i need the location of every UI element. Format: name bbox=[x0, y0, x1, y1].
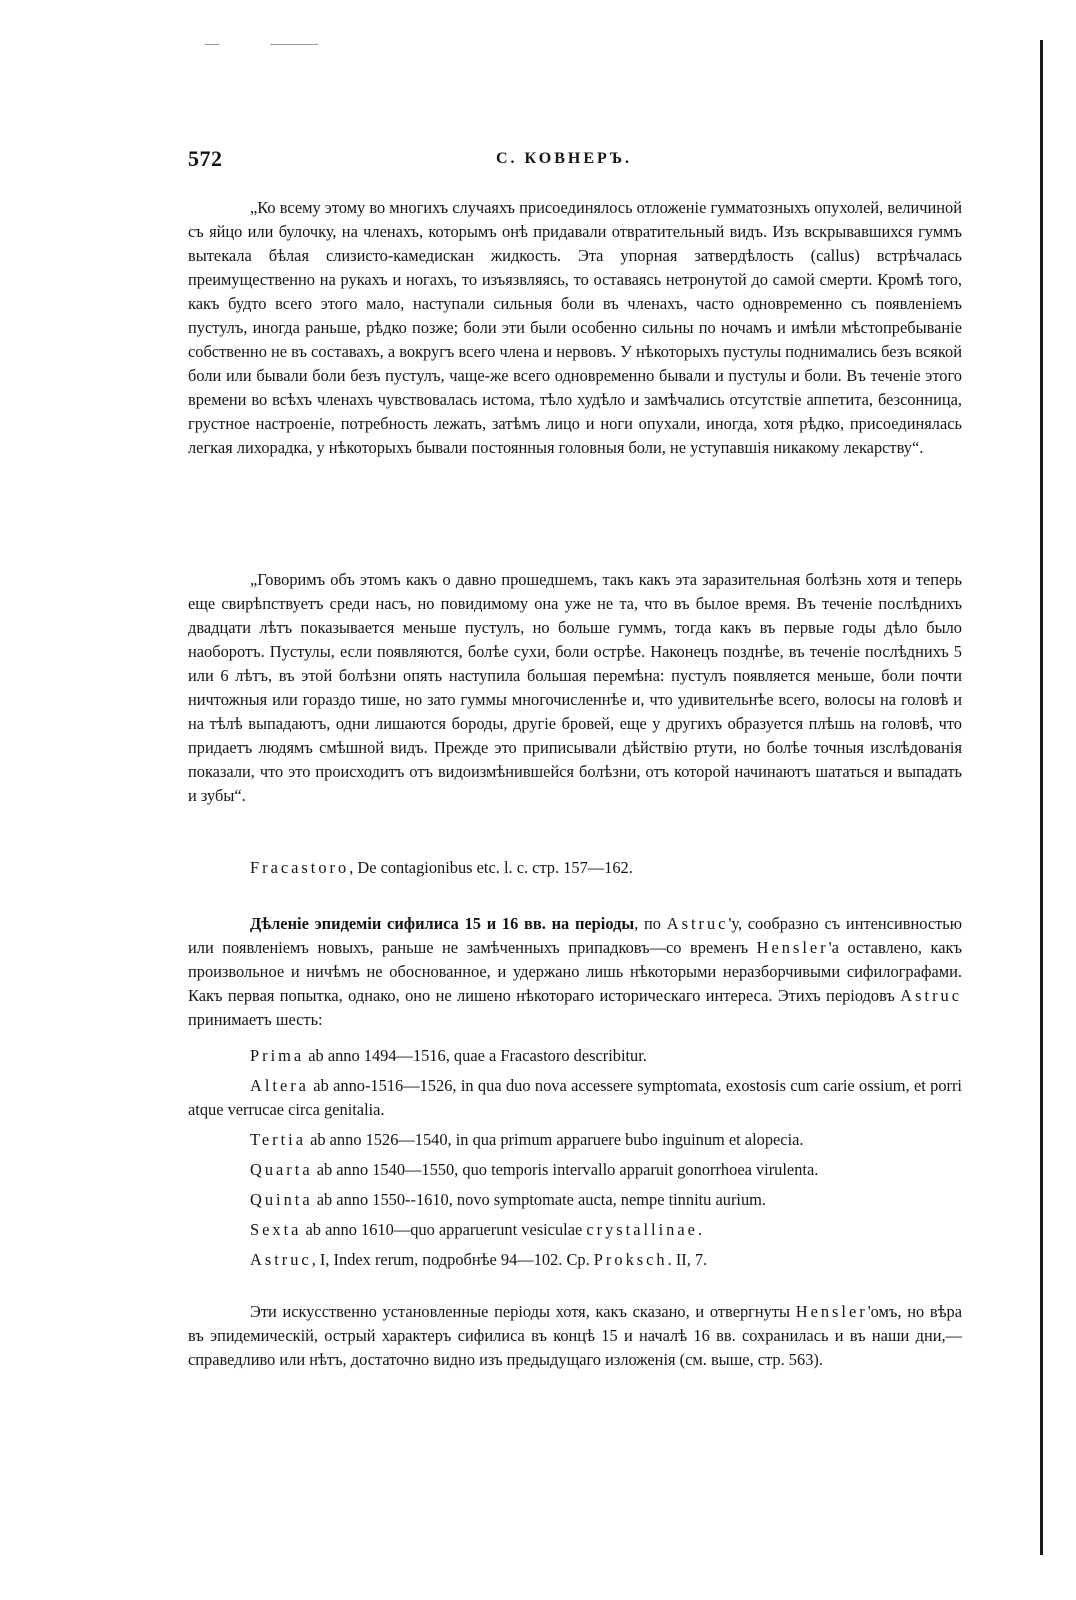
citation-author: Proksch bbox=[593, 1250, 668, 1269]
period-label: Tertia bbox=[250, 1130, 306, 1149]
period-item: Altera ab anno-1516—1526, in qua duo nova accessere symptomata, exostosis cum carie ossium, et porri atque verrucae circa genitalia. bbox=[188, 1076, 962, 1119]
citation-astruc: Astruc, I, Index rerum, подробнѣе 94—102. Ср. Proksch. II, 7. bbox=[250, 1250, 708, 1269]
scan-edge-line bbox=[1040, 40, 1043, 1555]
closing-paragraph: Эти искусственно установленные періоды хотя, какъ сказано, и отвергнуты Hensler'омъ, но вѣра въ эпидемическій, острый характеръ сифилиса въ концѣ 15 и началѣ 16 вв. сохранилась и въ наши дни,—справедливо или нѣтъ, достаточно видно изъ предыдущаго изложенія (см. выше, стр. 563). bbox=[188, 1302, 962, 1369]
period-label: Sexta bbox=[250, 1220, 302, 1239]
period-item: Prima ab anno 1494—1516, quae a Fracastoro describitur. bbox=[250, 1046, 647, 1065]
spaced-term: crystallinae bbox=[586, 1220, 698, 1239]
author-name: Hensler bbox=[756, 938, 829, 957]
page-number: 572 bbox=[188, 146, 223, 171]
citation-author: Astruc bbox=[250, 1250, 312, 1269]
astruc-paragraph: Дѣленіе эпидеміи сифилиса 15 и 16 вв. на періоды, по Astruc'у, сообразно съ интенсивностью или появленіемъ новыхъ, раньше не замѣченныхъ припадковъ—со временъ Hensler'а оставлено, какъ произвольное и ничѣмъ не обоснованное, и удержано лишь нѣкоторыми неразборчивыми сифилографами. Какъ первая попытка, однако, оно не лишено нѣкотораго историческаго интереса. Этихъ періодовъ Astruc принимаетъ шесть: bbox=[188, 914, 963, 1029]
quote-paragraph-2 bbox=[188, 568, 962, 808]
citation-author: Fracastoro bbox=[250, 858, 350, 877]
scan-speck bbox=[270, 44, 318, 45]
citation-fracastoro bbox=[188, 856, 962, 880]
quote-text: „Ко всему этому во многихъ случаяхъ присоединялось отложеніе гумматозныхъ опухолей, величиной съ яйцо или булочку, на членахъ, которымъ онѣ придавали отвратительный видъ. Изъ вскрывавшихся гуммъ вытекала бѣлая слизисто-камедискан жидкость. Эта упорная затвердѣлость (callus) встрѣчалась преимущественно на рукахъ и ногахъ, то изъязвляясь, то оставаясь нетронутой до самой смерти. Кромѣ того, какъ будто всего этого мало, наступали сильныя боли въ членахъ, часто одновременно съ появленіемъ пустулъ, иногда раньше, рѣдко позже; боли эти были особенно сильны по ночамъ и имѣли мѣстопребываніе собственно не въ составахъ, а вокругъ всего члена и нервовъ. У нѣкоторыхъ пустулы поднимались безъ всякой боли или бывали боли безъ пустулъ, чаще-же всего одновременно бывали и пустулы и боли. Въ теченіе этого времени во всѣхъ членахъ чувствовалась истома, тѣло худѣло и замѣчались отсутствіе аппетита, безсонница, грустное настроеніе, потребность лежать, затѣмъ лицо и ноги опухали, иногда, хотя рѣдко, присоединялась легкая лихорадка, у нѣкоторыхъ бывали постоянныя головныя боли, не уступавшія никакому лекарству“. bbox=[188, 198, 962, 457]
period-label: Altera bbox=[250, 1076, 309, 1095]
quote-paragraph-1 bbox=[188, 196, 962, 460]
running-head: С. КОВНЕРЪ. bbox=[496, 150, 633, 167]
author-name: Astruc bbox=[900, 986, 962, 1005]
scan-speck bbox=[205, 44, 219, 45]
author-name: Hensler bbox=[795, 1302, 868, 1321]
period-list bbox=[188, 1044, 962, 1278]
paragraph-lead: Дѣленіе эпидеміи сифилиса 15 и 16 вв. на періоды bbox=[250, 914, 635, 933]
citation-text: , De contagionibus etc. l. c. стр. 157—162. bbox=[349, 858, 633, 877]
period-item: Sexta ab anno 1610—quo apparuerunt vesiculae crystallinae. bbox=[250, 1220, 703, 1239]
period-item: Tertia ab anno 1526—1540, in qua primum apparuere bubo inguinum et alopecia. bbox=[250, 1130, 804, 1149]
period-label: Quarta bbox=[250, 1160, 313, 1179]
period-item: Quarta ab anno 1540—1550, quo temporis intervallo apparuit gonorrhoea virulenta. bbox=[250, 1160, 819, 1179]
period-label: Quinta bbox=[250, 1190, 313, 1209]
quote-text: „Говоримъ объ этомъ какъ о давно прошедшемъ, такъ какъ эта заразительная болѣзнь хотя и теперь еще свирѣпствуетъ среди насъ, но повидимому она уже не та, что въ былое время. Въ теченіе послѣднихъ двадцати лѣтъ показывается меньше пустулъ, но больше гуммъ, тогда какъ въ первые годы дѣло было наоборотъ. Пустулы, если появляются, болѣе сухи, боли острѣе. Наконецъ позднѣе, въ теченіе послѣднихъ 5 или 6 лѣтъ, въ этой болѣзни опять наступила большая перемѣна: пустулъ появляется меньше, боли почти ничтожныя или гораздо тише, но зато гуммы многочисленнѣе и, что удивительнѣе всего, волосы на головѣ и на тѣлѣ выпадаютъ, одни лишаются бороды, другіе бровей, еще у другихъ образуется плѣшь на головѣ, что придаетъ людямъ смѣшной видъ. Прежде это приписывали дѣйствію ртути, но болѣе точныя изслѣдованія показали, что это происходитъ отъ видоизмѣнившейся болѣзни, отъ которой начинаютъ шататься и выпадать и зубы“. bbox=[188, 570, 962, 805]
period-item: Quinta ab anno 1550--1610, novo symptomate aucta, nempe tinnitu aurium. bbox=[250, 1190, 767, 1209]
author-name: Astruc bbox=[666, 914, 729, 933]
period-label: Prima bbox=[250, 1046, 305, 1065]
